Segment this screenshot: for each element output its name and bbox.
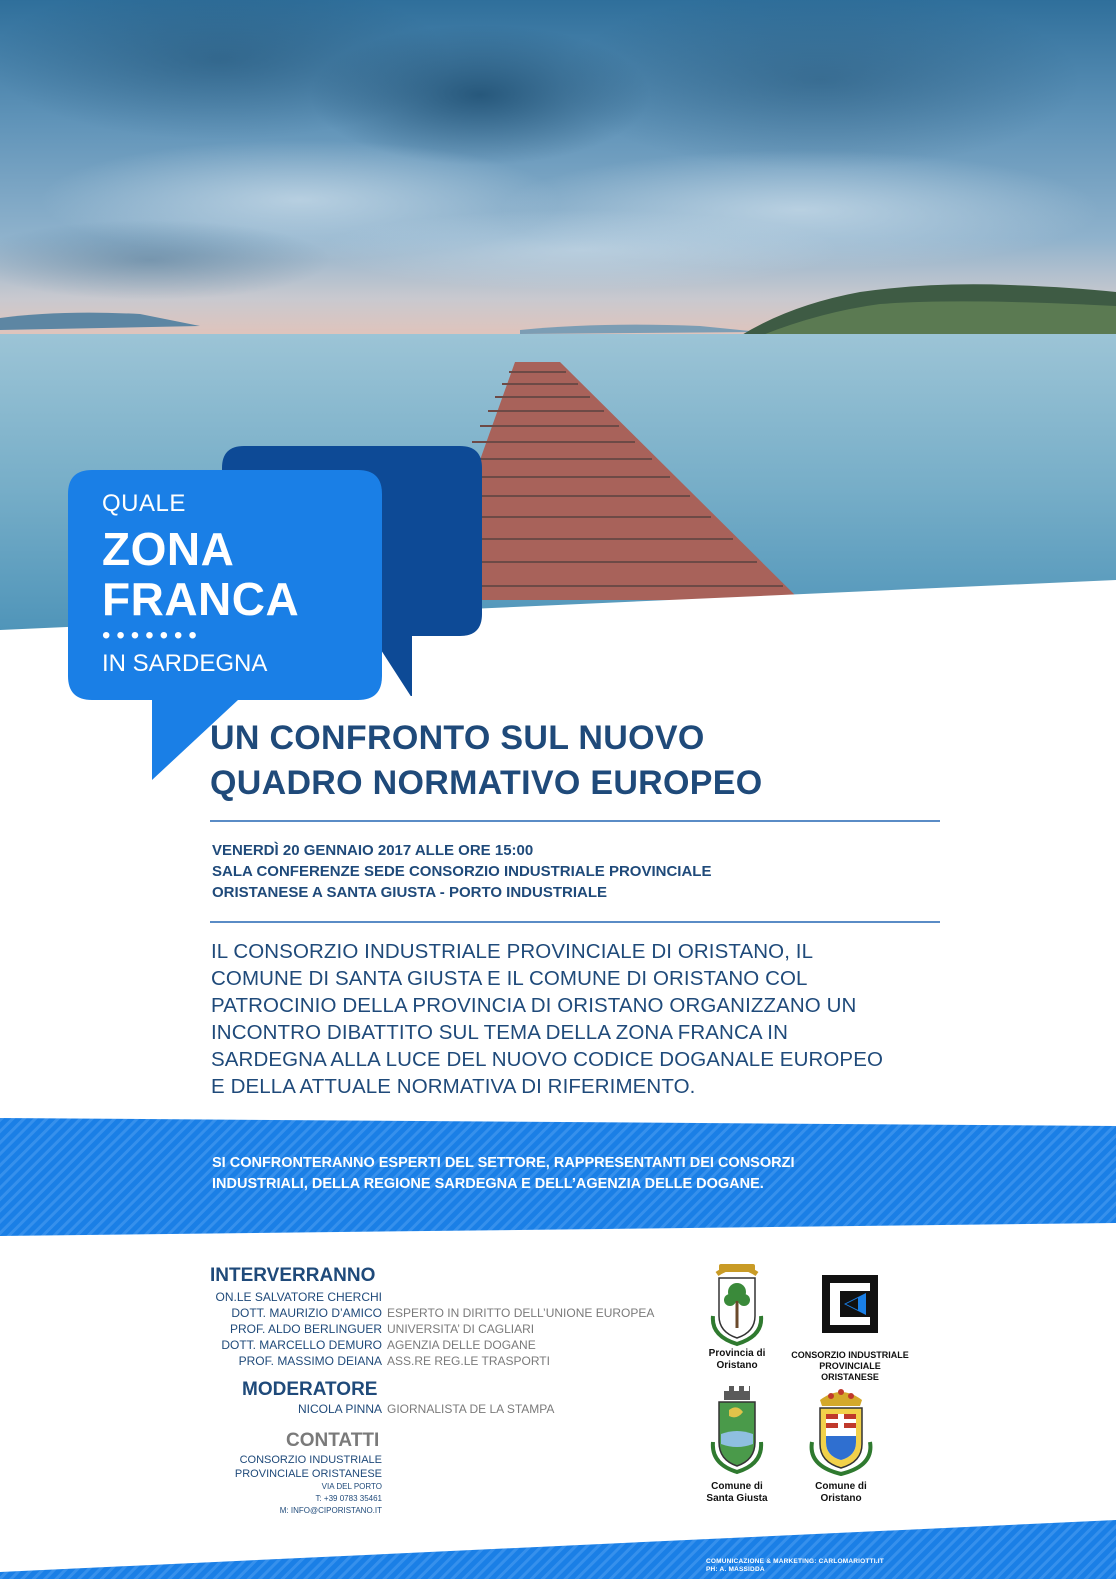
- consorzio-logo-icon: [822, 1275, 878, 1333]
- consorzio-caption: [790, 1350, 910, 1383]
- speaker-name: PROF. MASSIMO DEIANA: [238, 1354, 382, 1368]
- speaker-name: PROF. ALDO BERLINGUER: [229, 1322, 382, 1336]
- title-sardegna: IN SARDEGNA: [102, 650, 268, 677]
- footer-stripe: [0, 1520, 1116, 1579]
- speaker-role: UNIVERSITA’ DI CAGLIARI: [387, 1322, 535, 1336]
- credits-line: COMUNICAZIONE & MARKETING: CARLOMARIOTTI.IT: [706, 1558, 884, 1565]
- event-venue: ORISTANESE A SANTA GIUSTA - PORTO INDUSTRIALE: [212, 884, 608, 901]
- divider: [210, 921, 940, 923]
- moderator-name: NICOLA PINNA: [297, 1402, 382, 1416]
- credits: [706, 1558, 884, 1574]
- speaker-role: [387, 1289, 654, 1305]
- moderator-title: MODERATORE: [242, 1379, 378, 1400]
- speaker-role: AGENZIA DELLE DOGANE: [387, 1338, 536, 1352]
- santa-giusta-caption-line: Santa Giusta: [706, 1493, 768, 1504]
- contact-org: CONSORZIO INDUSTRIALE: [239, 1454, 382, 1466]
- consorzio-caption-line: PROVINCIALE ORISTANESE: [819, 1361, 881, 1382]
- contact-phone: T: +39 0783 35461: [315, 1494, 382, 1503]
- moderator-role: GIORNALISTA DE LA STAMPA: [387, 1402, 555, 1416]
- santa-giusta-caption-line: Comune di: [711, 1481, 763, 1492]
- headline: [210, 716, 762, 806]
- headline-line: QUADRO NORMATIVO EUROPEO: [210, 764, 763, 802]
- provincia-caption: [692, 1348, 782, 1372]
- speakers-title: INTERVERRANNO: [210, 1265, 376, 1286]
- oristano-crest-icon: [806, 1386, 876, 1478]
- title-quale: QUALE: [102, 490, 186, 517]
- title-franca: FRANCA: [102, 573, 300, 625]
- oristano-caption: [796, 1481, 886, 1505]
- speaker-name: DOTT. MAURIZIO D’AMICO: [231, 1306, 382, 1320]
- santa-giusta-crest-icon: [707, 1384, 767, 1476]
- intro-paragraph: [211, 938, 883, 1100]
- band-text: [212, 1153, 794, 1195]
- event-venue: SALA CONFERENZE SEDE CONSORZIO INDUSTRIALE PROVINCIALE: [212, 863, 712, 880]
- oristano-caption-line: Comune di: [815, 1481, 867, 1492]
- intro-line: E DELLA ATTUALE NORMATIVA DI RIFERIMENTO.: [211, 1075, 696, 1098]
- speaker-names: [180, 1289, 382, 1369]
- speaker-role: ASS.RE REG.LE TRASPORTI: [387, 1354, 550, 1368]
- intro-line: COMUNE DI SANTA GIUSTA E IL COMUNE DI ORISTANO COL: [211, 967, 808, 990]
- speaker-role: ESPERTO IN DIRITTO DELL’UNIONE EUROPEA: [387, 1306, 655, 1320]
- consorzio-caption-line: CONSORZIO INDUSTRIALE: [791, 1350, 909, 1360]
- intro-line: PATROCINIO DELLA PROVINCIA DI ORISTANO ORGANIZZANO UN: [211, 994, 857, 1017]
- event-details: [212, 840, 711, 903]
- intro-line: IL CONSORZIO INDUSTRIALE PROVINCIALE DI ORISTANO, IL: [211, 940, 814, 963]
- speaker-name: ON.LE SALVATORE CHERCHI: [215, 1290, 382, 1304]
- provincia-crest-icon: [707, 1256, 767, 1348]
- band-line: SI CONFRONTERANNO ESPERTI DEL SETTORE, RAPPRESENTANTI DEI CONSORZI: [212, 1155, 795, 1171]
- intro-line: INCONTRO DIBATTITO SUL TEMA DELLA ZONA FRANCA IN: [211, 1021, 789, 1044]
- contact-address: VIA DEL PORTO: [321, 1482, 382, 1491]
- title-zona: ZONA: [102, 523, 235, 575]
- santa-giusta-caption: [692, 1481, 782, 1505]
- speaker-roles: [387, 1289, 654, 1369]
- event-logo-title: [102, 492, 299, 676]
- band-line: INDUSTRIALI, DELLA REGIONE SARDEGNA E DELL’AGENZIA DELLE DOGANE.: [212, 1176, 764, 1192]
- divider: [210, 820, 940, 822]
- title-dots: •••••••: [102, 622, 203, 649]
- intro-line: SARDEGNA ALLA LUCE DEL NUOVO CODICE DOGANALE EUROPEO: [211, 1048, 884, 1071]
- contact-org: PROVINCIALE ORISTANESE: [234, 1468, 382, 1480]
- headline-line: UN CONFRONTO SUL NUOVO: [210, 719, 705, 757]
- credits-line: PH: A. MASSIDDA: [706, 1566, 765, 1573]
- speaker-name: DOTT. MARCELLO DEMURO: [221, 1338, 382, 1352]
- contact-email[interactable]: M: INFO@CIPORISTANO.IT: [279, 1506, 382, 1515]
- provincia-caption-line: Provincia di: [708, 1348, 766, 1359]
- contacts-block: [180, 1453, 382, 1517]
- oristano-caption-line: Oristano: [820, 1493, 862, 1504]
- contacts-title: CONTATTI: [286, 1430, 380, 1451]
- provincia-caption-line: Oristano: [716, 1360, 758, 1371]
- event-date: VENERDÌ 20 GENNAIO 2017 ALLE ORE 15:00: [212, 842, 534, 859]
